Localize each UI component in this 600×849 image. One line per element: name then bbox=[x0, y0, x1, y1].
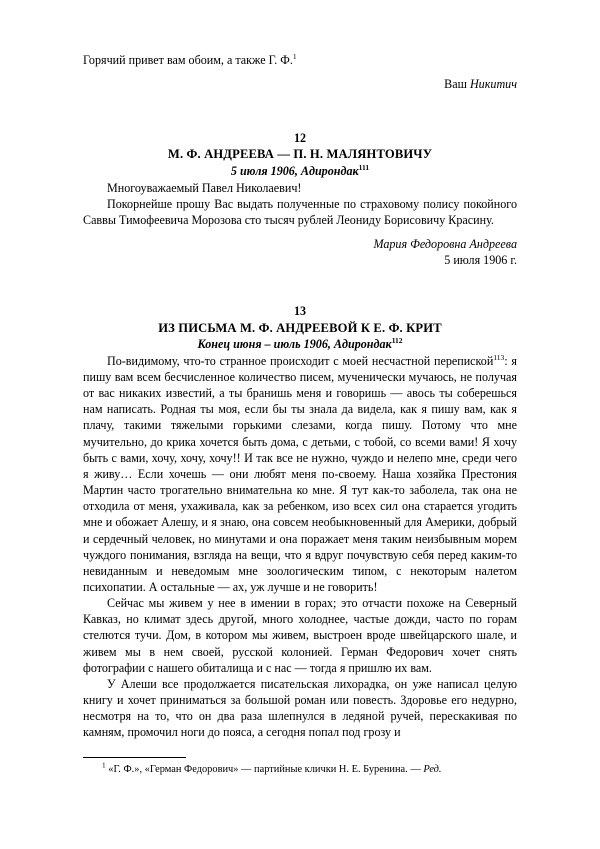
footnote-area bbox=[83, 757, 517, 777]
endnote-marker: 113 bbox=[493, 352, 505, 362]
footnote-entry bbox=[83, 763, 517, 777]
letter-body-paragraph bbox=[83, 353, 517, 595]
greeting-text: Горячий привет вам обоим, а также Г. Ф. bbox=[83, 53, 293, 67]
signoff-prefix: Ваш bbox=[444, 77, 470, 92]
letter-salutation: Многоуважаемый Павел Николаевич! bbox=[107, 180, 302, 195]
paragraph-lead: По-видимому, что-то странное происходит с моей несчастной перепиской bbox=[107, 353, 494, 368]
footnote-body: «Г. Ф.», «Герман Федорович» — партийные клички Н. Е. Буренина. — bbox=[108, 764, 424, 775]
spacer bbox=[83, 268, 517, 303]
letter-date bbox=[83, 336, 517, 353]
signoff-name: Никитич bbox=[469, 77, 517, 92]
letter-body-paragraph: Покорнейше прошу Вас выдать полученные по страховому полису покойного Саввы Тимофеевича Морозова сто тысяч рублей Леониду Борисовичу Красину. bbox=[83, 196, 517, 227]
letter-12 bbox=[83, 130, 517, 268]
letter-body-paragraph: У Алеши все продолжается писательская лихорадка, он уже написал целую книгу и хочет приниматься за большой роман или повесть. Здоровье его недурно, несмотря на то, что он два раза шлепнулся в ледяной ручей, перескакивая по камням, промочил ноги до пояса, а сегодня попал под грозу и bbox=[83, 676, 517, 740]
signature-name: Мария Федоровна Андреева bbox=[373, 237, 517, 252]
letter-date-text: Конец июня – июль 1906, Адирондак bbox=[197, 337, 392, 352]
footnote-marker-inline: 1 bbox=[292, 51, 297, 61]
page-content bbox=[83, 52, 517, 741]
footnote-separator bbox=[83, 757, 186, 758]
letter-body-paragraph: Сейчас мы живем у нее в имении в горах; это отчасти похоже на Северный Кавказ, но климат здесь другой, много холоднее, частые дожди, часто по горам стелются тучи. Дом, в котором мы живем, выстроен вроде швейцарского шале, и живем мы в нем своей, русской колонией. Герман Федорович хочет снять фотографии с нашего обиталища и с нас — тогда я пришлю их вам. bbox=[83, 596, 517, 675]
footnote-marker: 1 bbox=[102, 761, 106, 770]
letter-title: ИЗ ПИСЬМА М. Ф. АНДРЕЕВОЙ К Е. Ф. КРИТ bbox=[158, 320, 442, 335]
spacer bbox=[83, 228, 517, 236]
letter-number: 13 bbox=[293, 304, 307, 319]
endnote-marker: 112 bbox=[391, 336, 403, 346]
letter-date bbox=[83, 163, 517, 180]
letter-13 bbox=[83, 303, 517, 740]
spacer bbox=[83, 92, 517, 130]
signoff-line bbox=[83, 76, 517, 92]
letter-date-text: 5 июля 1906, Адирондак bbox=[230, 164, 359, 179]
letter-signature bbox=[83, 236, 517, 252]
letter-signature-date: 5 июля 1906 г. bbox=[444, 253, 517, 268]
endnote-marker: 111 bbox=[358, 163, 370, 173]
spacer bbox=[83, 68, 517, 76]
greeting-line bbox=[83, 52, 517, 68]
paragraph-rest: : я пишу вам всем бесчисленное количество писем, мученически мучаюсь, не получая от вас никаких известий, а ты бранишь меня и говоришь — авось ты соберешься нам написать. Родная ты моя, если бы ты знала да видела, как я пишу вам, как я плачу, такими тяжелыми горькими слезами, когда пишу. Потому что мне мучительно, до крика хочется быть дома, с детьми, с тобой, со всеми вами! Я хочу быть с вами, хочу, хочу, хочу!! И так все не нужно, чуждо и нелепо мне, среди чего я живу… Если хочешь — они любят меня по-своему. Наша хозяйка Престония Мартин часто трогательно внимательна ко мне. Я тут как-то заболела, так она не отходила от меня, ухаживала, как за ребенком, изо всех сил она старается угодить мне и обожает Алешу, и я знаю, она совсем необыкновенный для Америки, добрый и сердечный человек, но минутами и она поражает меня таким неизбывным морем чуждого понимания, взгляда на вещи, что я вдруг почувствую себя перед каким-то невиданным и неведомым мне зоологическим типом, с некоторым налетом психопатии. А остальные — ах, уж лучше и не говорить! bbox=[83, 353, 517, 594]
footnote-editor-mark: Ред. bbox=[423, 764, 442, 775]
letter-title: М. Ф. АНДРЕЕВА — П. Н. МАЛЯНТОВИЧУ bbox=[167, 147, 433, 162]
letter-number: 12 bbox=[293, 131, 307, 146]
